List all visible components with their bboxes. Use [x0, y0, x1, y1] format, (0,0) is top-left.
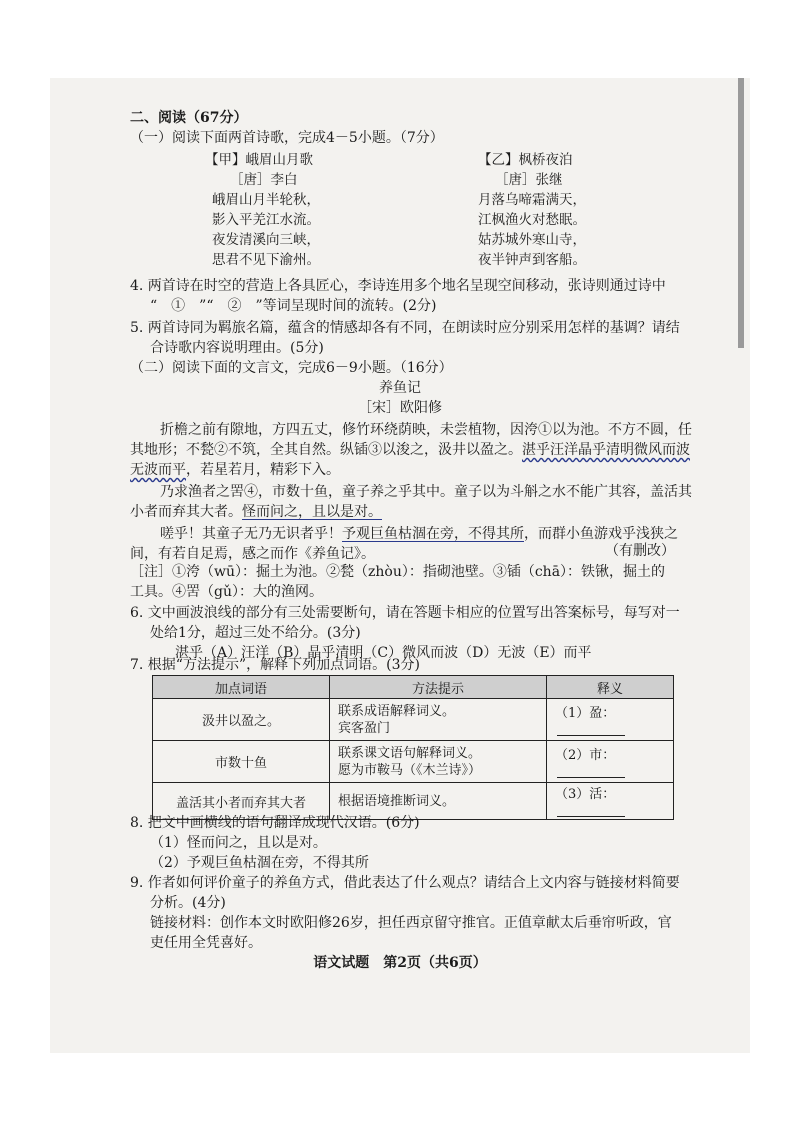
q9-line2: 分析。(4分): [150, 895, 226, 911]
underlined-sentence: 怪而问之，且以是对。: [242, 504, 382, 520]
q7-stem: 7. 根据“方法提示”，解释下列加点词语。(3分): [130, 657, 420, 673]
q8-sentence-1: （1）怪而问之，且以是对。: [150, 835, 327, 851]
poem-a-line: 夜发清溪向三峡，: [212, 232, 320, 248]
q9-line1: 9. 作者如何评价童子的养鱼方式，借此表达了什么观点？请结合上文内容与链接材料简要: [130, 875, 680, 891]
passage-text: 小者而弃其大者。: [130, 504, 242, 520]
binding-edge: [738, 78, 744, 348]
q4-line1: 4. 两首诗在时空的营造上各具匠心，李诗连用多个地名呈现空间移动，张诗则通过诗中: [130, 278, 666, 294]
q6-line2: 处给1分，超过三处不给分。(3分): [150, 625, 361, 641]
notes-line2: 工具。④罟（gǔ）：大的渔网。: [130, 584, 323, 600]
hint-example: 宾客盈门: [338, 720, 391, 736]
passage-line: 乃求渔者之罟④，市数十鱼，童子养之乎其中。童子以为斗斛之水不能广其容，盖活其: [160, 484, 692, 500]
part1-intro: （一）阅读下面两首诗歌，完成4－5小题。（7分）: [130, 130, 444, 146]
header-meaning: 释义: [547, 676, 674, 699]
passage-text: ，而群小鱼游戏乎浅狭之: [524, 526, 678, 542]
header-word: 加点词语: [153, 676, 330, 699]
hint-example: 愿为市鞍马（《木兰诗》）: [338, 762, 482, 778]
passage-line: [130, 502, 382, 522]
header-hint: 方法提示: [330, 676, 547, 699]
answer-cell: [547, 699, 674, 741]
q6-options: 湛乎（A）汪洋（B）晶乎清明（C）微风而波（D）无波（E）而平: [175, 645, 592, 661]
q4-line2: “ ① ”“ ② ”等词呈现时间的流转。(2分): [150, 298, 437, 314]
passage-line: [160, 524, 678, 544]
passage-line: 间，有若自足焉，感之而作《养鱼记》。: [130, 546, 375, 562]
passage-text: 其地形；不甃②不筑，全其自然。纵锸③以浚之，汲井以盈之。: [130, 442, 522, 458]
q9-link-material: 吏任用全凭喜好。: [150, 935, 262, 951]
q8-sentence-2: （2）予观巨鱼枯涸在旁，不得其所: [150, 855, 369, 871]
answer-blank[interactable]: [557, 763, 625, 778]
answer-cell: [547, 783, 674, 820]
passage-line: [130, 460, 340, 480]
q6-line1: 6. 文中画波浪线的部分有三处需要断句，请在答题卡相应的位置写出答案标号，每写对一: [130, 605, 680, 621]
wavy-underlined-text: 湛乎汪洋晶乎清明微风而波: [522, 442, 690, 458]
passage-title: 养鱼记: [379, 380, 421, 396]
q5-line2: 合诗歌内容说明理由。(5分): [150, 340, 324, 356]
hint-cell: [330, 741, 547, 783]
word-cell: 市数十鱼: [153, 741, 330, 783]
poem-a-line: 峨眉山月半轮秋，: [212, 192, 320, 208]
poem-b-title: 【乙】枫桥夜泊: [478, 152, 573, 168]
q5-line1: 5. 两首诗同为羁旅名篇，蕴含的情感却各有不同，在朗读时应分别采用怎样的基调？请结: [130, 320, 680, 336]
hint-text: 根据语境推断词义。: [338, 793, 456, 809]
answer-cell: [547, 741, 674, 783]
part2-intro: （二）阅读下面的文言文，完成6－9小题。（16分）: [130, 360, 453, 376]
answer-blank[interactable]: [557, 802, 625, 817]
method-table: [152, 675, 674, 820]
passage-text: ，若星若月，精彩下入。: [186, 462, 340, 478]
table-row: [153, 741, 674, 783]
passage-text: 嗟乎！其童子无乃无识者乎！: [160, 526, 342, 542]
wavy-underlined-text: 无波而平: [130, 462, 186, 478]
word-cell: 盖活其小者而弃其大者: [153, 783, 330, 820]
table-row: [153, 699, 674, 741]
table-header-row: [153, 676, 674, 699]
hint-text: 联系成语解释词义。: [338, 703, 456, 719]
word-cell: 汲井以盈之。: [153, 699, 330, 741]
poem-a-title: 【甲】峨眉山月歌: [205, 152, 313, 168]
poem-a-line: 影入平羌江水流。: [212, 212, 320, 228]
poem-b-line: 姑苏城外寒山寺，: [478, 232, 586, 248]
poem-b-line: 月落乌啼霜满天，: [478, 192, 586, 208]
passage-source: （有删改）: [605, 543, 675, 559]
answer-label: （1）盈：: [555, 705, 616, 721]
hint-text: 联系课文语句解释词义。: [338, 745, 482, 761]
section-title: 二、阅读（67分）: [130, 110, 248, 126]
poem-b-author: ［唐］张继: [495, 172, 563, 188]
q8-stem: 8. 把文中画横线的语句翻译成现代汉语。(6分): [130, 815, 420, 831]
answer-label: （3）活：: [555, 787, 616, 802]
passage-author: ［宋］欧阳修: [358, 400, 442, 416]
notes-line1: ［注］①洿（wū）：掘土为池。②甃（zhòu）：指砌池壁。③锸（chā）：铁锹，掘土的: [130, 564, 666, 580]
underlined-sentence: 予观巨鱼枯涸在旁，不得其所: [342, 526, 524, 542]
passage-line: 折檐之前有隙地，方四五丈，修竹环绕荫映，未尝植物，因洿①以为池。不方不圆，任: [160, 422, 692, 438]
q9-link-material: 链接材料：创作本文时欧阳修26岁，担任西京留守推官。正值章献太后垂帘听政，官: [150, 915, 672, 931]
passage-line: [130, 440, 690, 460]
poem-a-line: 思君不见下渝州。: [212, 252, 320, 268]
answer-blank[interactable]: [557, 721, 625, 736]
poem-b-line: 江枫渔火对愁眠。: [478, 212, 586, 228]
poem-b-line: 夜半钟声到客船。: [478, 252, 586, 268]
hint-cell: [330, 699, 547, 741]
answer-label: （2）市：: [555, 747, 616, 763]
page-footer: 语文试题 第2页（共6页）: [313, 955, 487, 971]
poem-a-author: ［唐］李白: [230, 172, 298, 188]
